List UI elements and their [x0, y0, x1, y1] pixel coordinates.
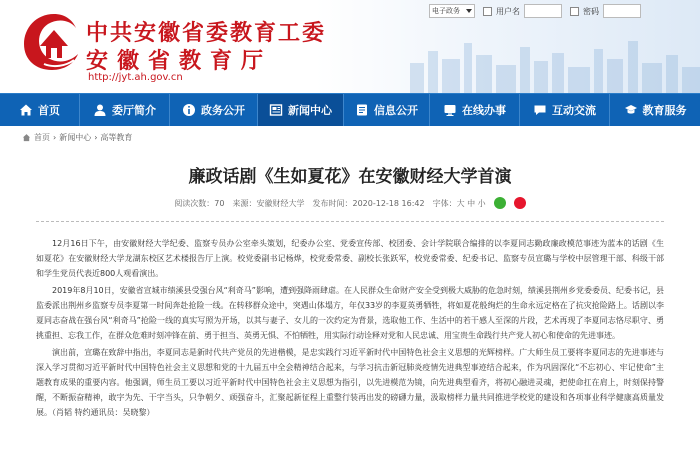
info-icon: [182, 103, 196, 117]
scope-select-value: 电子政务: [432, 7, 460, 15]
article-paragraph: 2019年8月10日，安徽省宣城市绩溪县受强台风“利奇马”影响，遭到强降雨肆虐。在人民群众生命财产安全受到极大威胁的危急时刻，绩溪县荆州乡党委委员、纪委书记，县监委派出荆州乡监察专员李夏第一时间奔赴抢险一线。在转移群众途中，突遇山体塌方，年仅33岁的李夏英勇牺牲，将如夏花般绚烂的生命永远定格在了抗灾抢险路上。话剧以李夏同志奋战在强台风“利奇马”抢险一线的真实写照为开场，以其与妻子、女儿的一次约定为背景，选取他工作、生活中的若干感人至深的片段，艺术再现了李夏同志恪尽职守、勇挑重担、忘我工作，在群众危难时刻冲锋在前、勇于担当、英勇无惧、不怕牺牲，用实际行动诠释对党和人民忠诚、用宝贵生命践行共产党人初心和使命的先进事迹。: [36, 286, 664, 340]
breadcrumb-separator: ›: [94, 132, 98, 142]
nav-item-label: 政务公开: [201, 104, 245, 117]
chevron-down-icon: [466, 9, 472, 13]
profile-icon: [93, 103, 107, 117]
site-subtitle: 安徽省教育厅: [86, 49, 273, 74]
wechat-share-icon[interactable]: [494, 197, 506, 209]
nav-item-education-service[interactable]: [610, 94, 700, 126]
username-label: 用户名: [496, 6, 520, 16]
nav-item-label: 在线办事: [462, 104, 506, 117]
article-paragraph: 12月16日下午，由安徽财经大学纪委、监察专员办公室牵头策划，纪委办公室、党委宣传部、校团委、会计学院联合编排的以李夏同志勤政廉政模范事迹为蓝本的话剧《生如夏花》在安徽财经大学龙湖东校区艺术楼报告厅上演。校党委副书记杨烨，校党委常委、副校长张跃军，校党委常委、纪委书记、监察专员宣璐与学校中层管理干部、科级干部和学生党员代表近800人观看演出。: [36, 239, 664, 278]
education-icon: [624, 103, 638, 117]
username-input[interactable]: [524, 4, 562, 18]
service-icon: [443, 103, 457, 117]
nav-item-label: 信息公开: [374, 104, 418, 117]
password-checkbox[interactable]: [570, 7, 579, 16]
article-meta: [0, 197, 700, 209]
article-paragraph: 演出前，宣璐在致辞中指出，李夏同志是新时代共产党员的先进楷模，是忠实践行习近平新时代中国特色社会主义思想的光辉榜样。广大师生员工要将李夏同志的先进事迹与深入学习贯彻习近平新时代中国特色社会主义思想和党的十九届五中全会精神结合起来，与学习抗击新冠肺炎疫情先进典型事迹结合起来，作为巩固深化“不忘初心、牢记使命”主题教育成果的重要内容。他强调，师生员工要以习近平新时代中国特色社会主义思想为指引，以先进模范为镜，向先进典型看齐，将初心融进灵魂，把使命扛在肩上，时刻保持警醒，不断振奋精神，敢字为先、干字当头，只争朝夕、顽强奋斗，汇聚起新征程上重整行装再出发的磅礴力量，汲取榜样力量共同推进学校党的建设和各项事业科学健康高质量发展。（肖韬 特约通讯员：吴晓黎）: [36, 348, 664, 417]
disclosure-icon: [355, 103, 369, 117]
home-icon: [22, 133, 31, 142]
site-logo[interactable]: [18, 8, 90, 76]
nav-item-affairs[interactable]: [170, 94, 258, 126]
nav-item-home[interactable]: [0, 94, 80, 126]
city-skyline-decoration: [400, 33, 700, 93]
nav-item-label: 教育服务: [642, 104, 687, 117]
login-bar: [429, 4, 641, 18]
article-title: 廉政话剧《生如夏花》在安徽财经大学首演: [188, 167, 512, 187]
news-icon: [269, 103, 283, 117]
font-size-control[interactable]: 字体：大 中 小: [432, 198, 486, 208]
nav-item-label: 互动交流: [552, 104, 596, 117]
breadcrumb-news[interactable]: 新闻中心: [59, 132, 92, 142]
home-icon: [19, 103, 33, 117]
site-title: 中共安徽省委教育工委: [86, 21, 327, 46]
nav-item-interaction[interactable]: [520, 94, 610, 126]
password-label: 密码: [583, 6, 599, 16]
nav-item-label: 新闻中心: [288, 104, 332, 117]
nav-item-label: 委厅简介: [112, 104, 156, 117]
article-source: 来源：安徽财经大学: [232, 198, 305, 208]
publish-time: 发布时间：2020-12-18 16:42: [312, 198, 425, 208]
breadcrumb-separator: ›: [53, 132, 57, 142]
breadcrumb-higher-education[interactable]: 高等教育: [100, 132, 133, 142]
breadcrumb: [0, 126, 700, 148]
article-body: [0, 222, 700, 420]
scope-select[interactable]: [429, 4, 475, 18]
nav-item-news[interactable]: [258, 94, 344, 126]
nav-item-online-service[interactable]: [430, 94, 520, 126]
nav-item-profile[interactable]: [80, 94, 170, 126]
nav-item-label: 首页: [38, 104, 60, 117]
weibo-share-icon[interactable]: [514, 197, 526, 209]
view-count: 阅读次数：70: [174, 198, 225, 208]
site-url: http://jyt.ah.gov.cn: [88, 72, 183, 83]
site-header: [0, 0, 700, 93]
chat-icon: [533, 103, 547, 117]
main-nav: [0, 93, 700, 126]
password-input[interactable]: [603, 4, 641, 18]
breadcrumb-home[interactable]: 首页: [34, 132, 50, 142]
nav-item-disclosure[interactable]: [344, 94, 430, 126]
username-checkbox[interactable]: [483, 7, 492, 16]
